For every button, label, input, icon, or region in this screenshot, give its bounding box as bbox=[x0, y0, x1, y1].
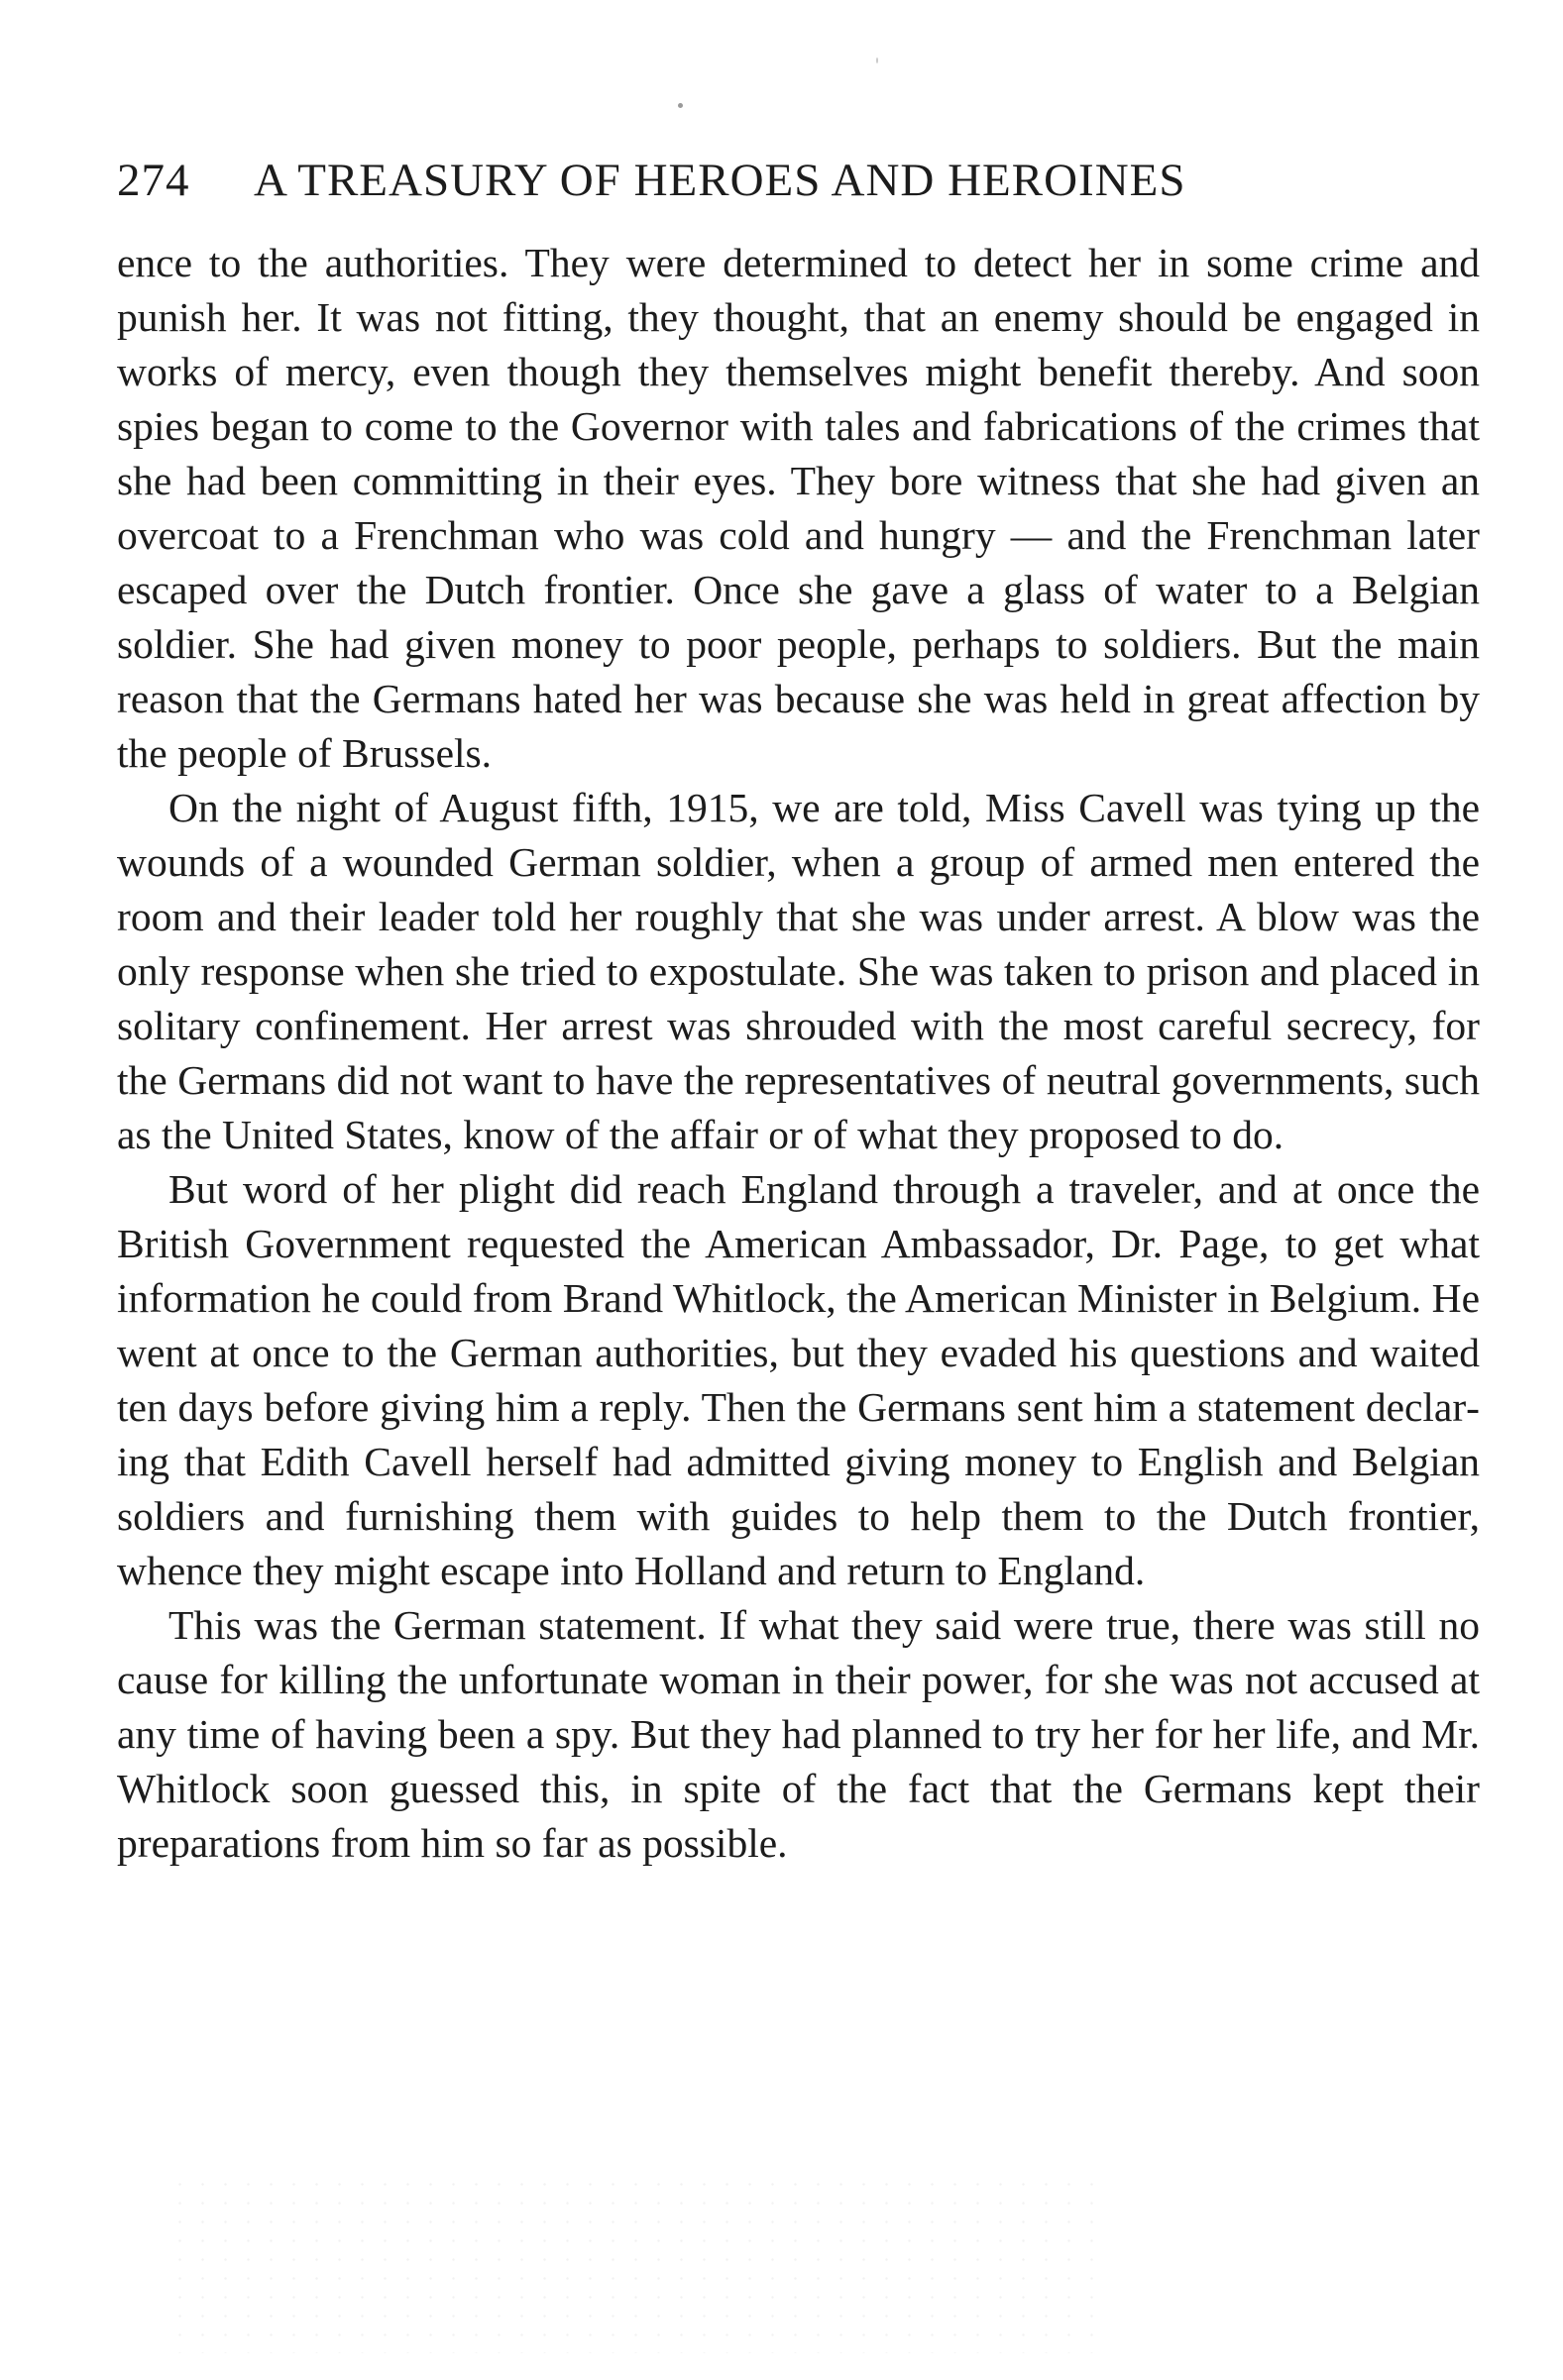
body-text bbox=[117, 236, 1480, 1871]
paragraph-continued: ence to the authorities. They were determined to detect her in some crime and punish her. It was not fitting, they thought, that an enemy should be engaged in works of mercy, even though they themselves might benefit thereby. And soon spies began to come to the Governor with tales and fabrications of the crimes that she had been committing in their eyes. They bore witness that she had given an overcoat to a Frenchman who was cold and hungry — and the Frenchman later escaped over the Dutch frontier. Once she gave a glass of water to a Belgian soldier. She had given money to poor people, perhaps to soldiers. But the main reason that the Germans hated her was because she was held in great affection by the people of Brussels. bbox=[117, 240, 1480, 776]
scan-bleed-through bbox=[168, 2175, 1110, 2353]
scan-speck bbox=[678, 103, 683, 108]
paragraph-statement: This was the German statement. If what they said were true, there was still no cause for killing the unfortunate woman in their power, for she was not accused at any time of having been a spy. But they had planned to try her for her life, and Mr. Whitlock soon guessed this, in spite of the fact that the Germans kept their preparations from him so far as possible. bbox=[117, 1602, 1480, 1866]
paragraph-plight: But word of her plight did reach England through a traveler, and at once the British Government requested the American Ambassador, Dr. Page, to get what information he could from Brand Whitlock, the American Minister in Belgium. He went at once to the German authorities, but they evaded his questions and waited ten days before giving him a reply. Then the Germans sent him a statement declaring that Edith Cavell herself had admitted giving money to English and Belgian soldiers and furnishing them with guides to help them to the Dutch frontier, whence they might escape into Holland and return to England. bbox=[117, 1166, 1480, 1593]
page-number: 274 bbox=[117, 155, 190, 206]
running-head bbox=[117, 151, 1485, 210]
paragraph-arrest: On the night of August fifth, 1915, we are told, Miss Cavell was tying up the wounds of a wounded German soldier, when a group of armed men entered the room and their leader told her roughly that she was under arrest. A blow was the only response when she tried to expostulate. She was taken to prison and placed in solitary confinement. Her arrest was shrouded with the most careful secrecy, for the Germans did not want to have the representatives of neutral governments, such as the United States, know of the affair or of what they proposed to do. bbox=[117, 785, 1480, 1157]
running-title: A TREASURY OF HEROES AND HEROINES bbox=[254, 155, 1186, 206]
scan-speck bbox=[876, 57, 878, 63]
